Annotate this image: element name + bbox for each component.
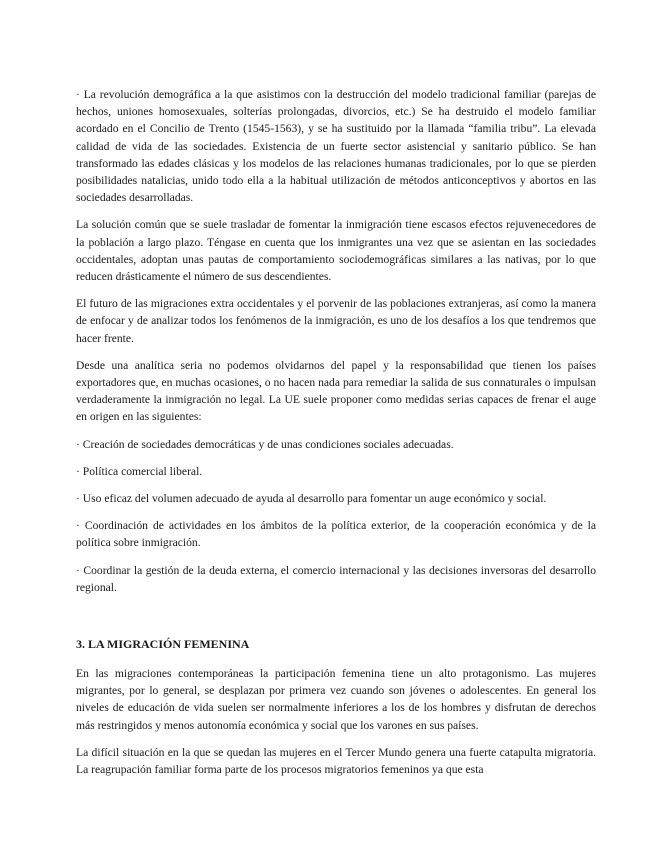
paragraph-third-world-situation: La difícil situación en la que se quedan las mujeres en el Tercer Mundo genera una fuerte catapulta migratoria. La reagrupación familiar forma parte de los procesos migratorios femeninos ya que esta <box>76 745 596 777</box>
bullet-item: · Coordinación de actividades en los ámbitos de la política exterior, de la cooperación económica y de la política sobre inmigración. <box>76 519 596 550</box>
bullet-item: · Política comercial liberal. <box>76 464 203 478</box>
bullet-item: · Coordinar la gestión de la deuda externa, el comercio internacional y las decisiones inversoras del desarrollo regional. <box>76 563 596 594</box>
bullet-item: · Uso eficaz del volumen adecuado de ayuda al desarrollo para fomentar un auge económico y social. <box>76 492 547 506</box>
section-heading: 3. LA MIGRACIÓN FEMENINA <box>76 637 250 652</box>
paragraph-immigration-solution: La solución común que se suele trasladar de fomentar la inmigración tiene escasos efectos rejuvenecedores de la población a largo plazo. Téngase en cuenta que los inmigrantes una vez que se asientan en las sociedades occidentales, adoptan unas pautas de comportamiento sociodemográficas similares a las nativas, por lo que reducen drásticamente el número de sus descendientes. <box>76 218 596 284</box>
document-page <box>76 86 596 788</box>
paragraph-demographic-revolution: · La revolución demográfica a la que asistimos con la destrucción del modelo tradicional familiar (parejas de hechos, uniones homosexuales, solterías prolongadas, divorcios, etc.) Se ha destruido el modelo familiar acordado en el Concilio de Trento (1545-1563), y se ha sustituido por la llamada “familia tribu”. La elevada calidad de vida de las sociedades. Existencia de un fuerte sector asistencial y sanitario público. Se han transformado las edades clásicas y los modelos de las relaciones humanas tradicionales, por lo que se pierden posibilidades natalicias, unido todo ella a la habitual utilización de métodos anticonceptivos y abortos en las sociedades desarrolladas. <box>76 88 596 205</box>
paragraph-future-migrations: El futuro de las migraciones extra occidentales y el porvenir de las poblaciones extranjeras, así como la manera de enfocar y de analizar todos los fenómenos de la inmigración, es uno de los desafíos a los que tendremos que hacer frente. <box>76 297 596 345</box>
paragraph-female-participation: En las migraciones contemporáneas la participación femenina tiene un alto protagonismo. Las mujeres migrantes, por lo general, se desplazan por primera vez cuando son jóvenes o adolescentes. En general los niveles de educación de vida suelen ser normalmente inferiores a los de los hombres y disfrutan de derechos más restringidos y menos autonomía económica y social que los varones en sus países. <box>76 667 596 732</box>
bullet-item: · Creación de sociedades democráticas y de unas condiciones sociales adecuadas. <box>76 437 454 451</box>
paragraph-exporting-countries: Desde una analítica seria no podemos olvidarnos del papel y la responsabilidad que tienen los países exportadores que, en muchas ocasiones, o no hacen nada para remediar la salida de sus connaturales o impulsan verdaderamente la inmigración no legal. La UE suele proponer como medidas serias capaces de frenar el auge en origen en las siguientes: <box>76 358 596 424</box>
